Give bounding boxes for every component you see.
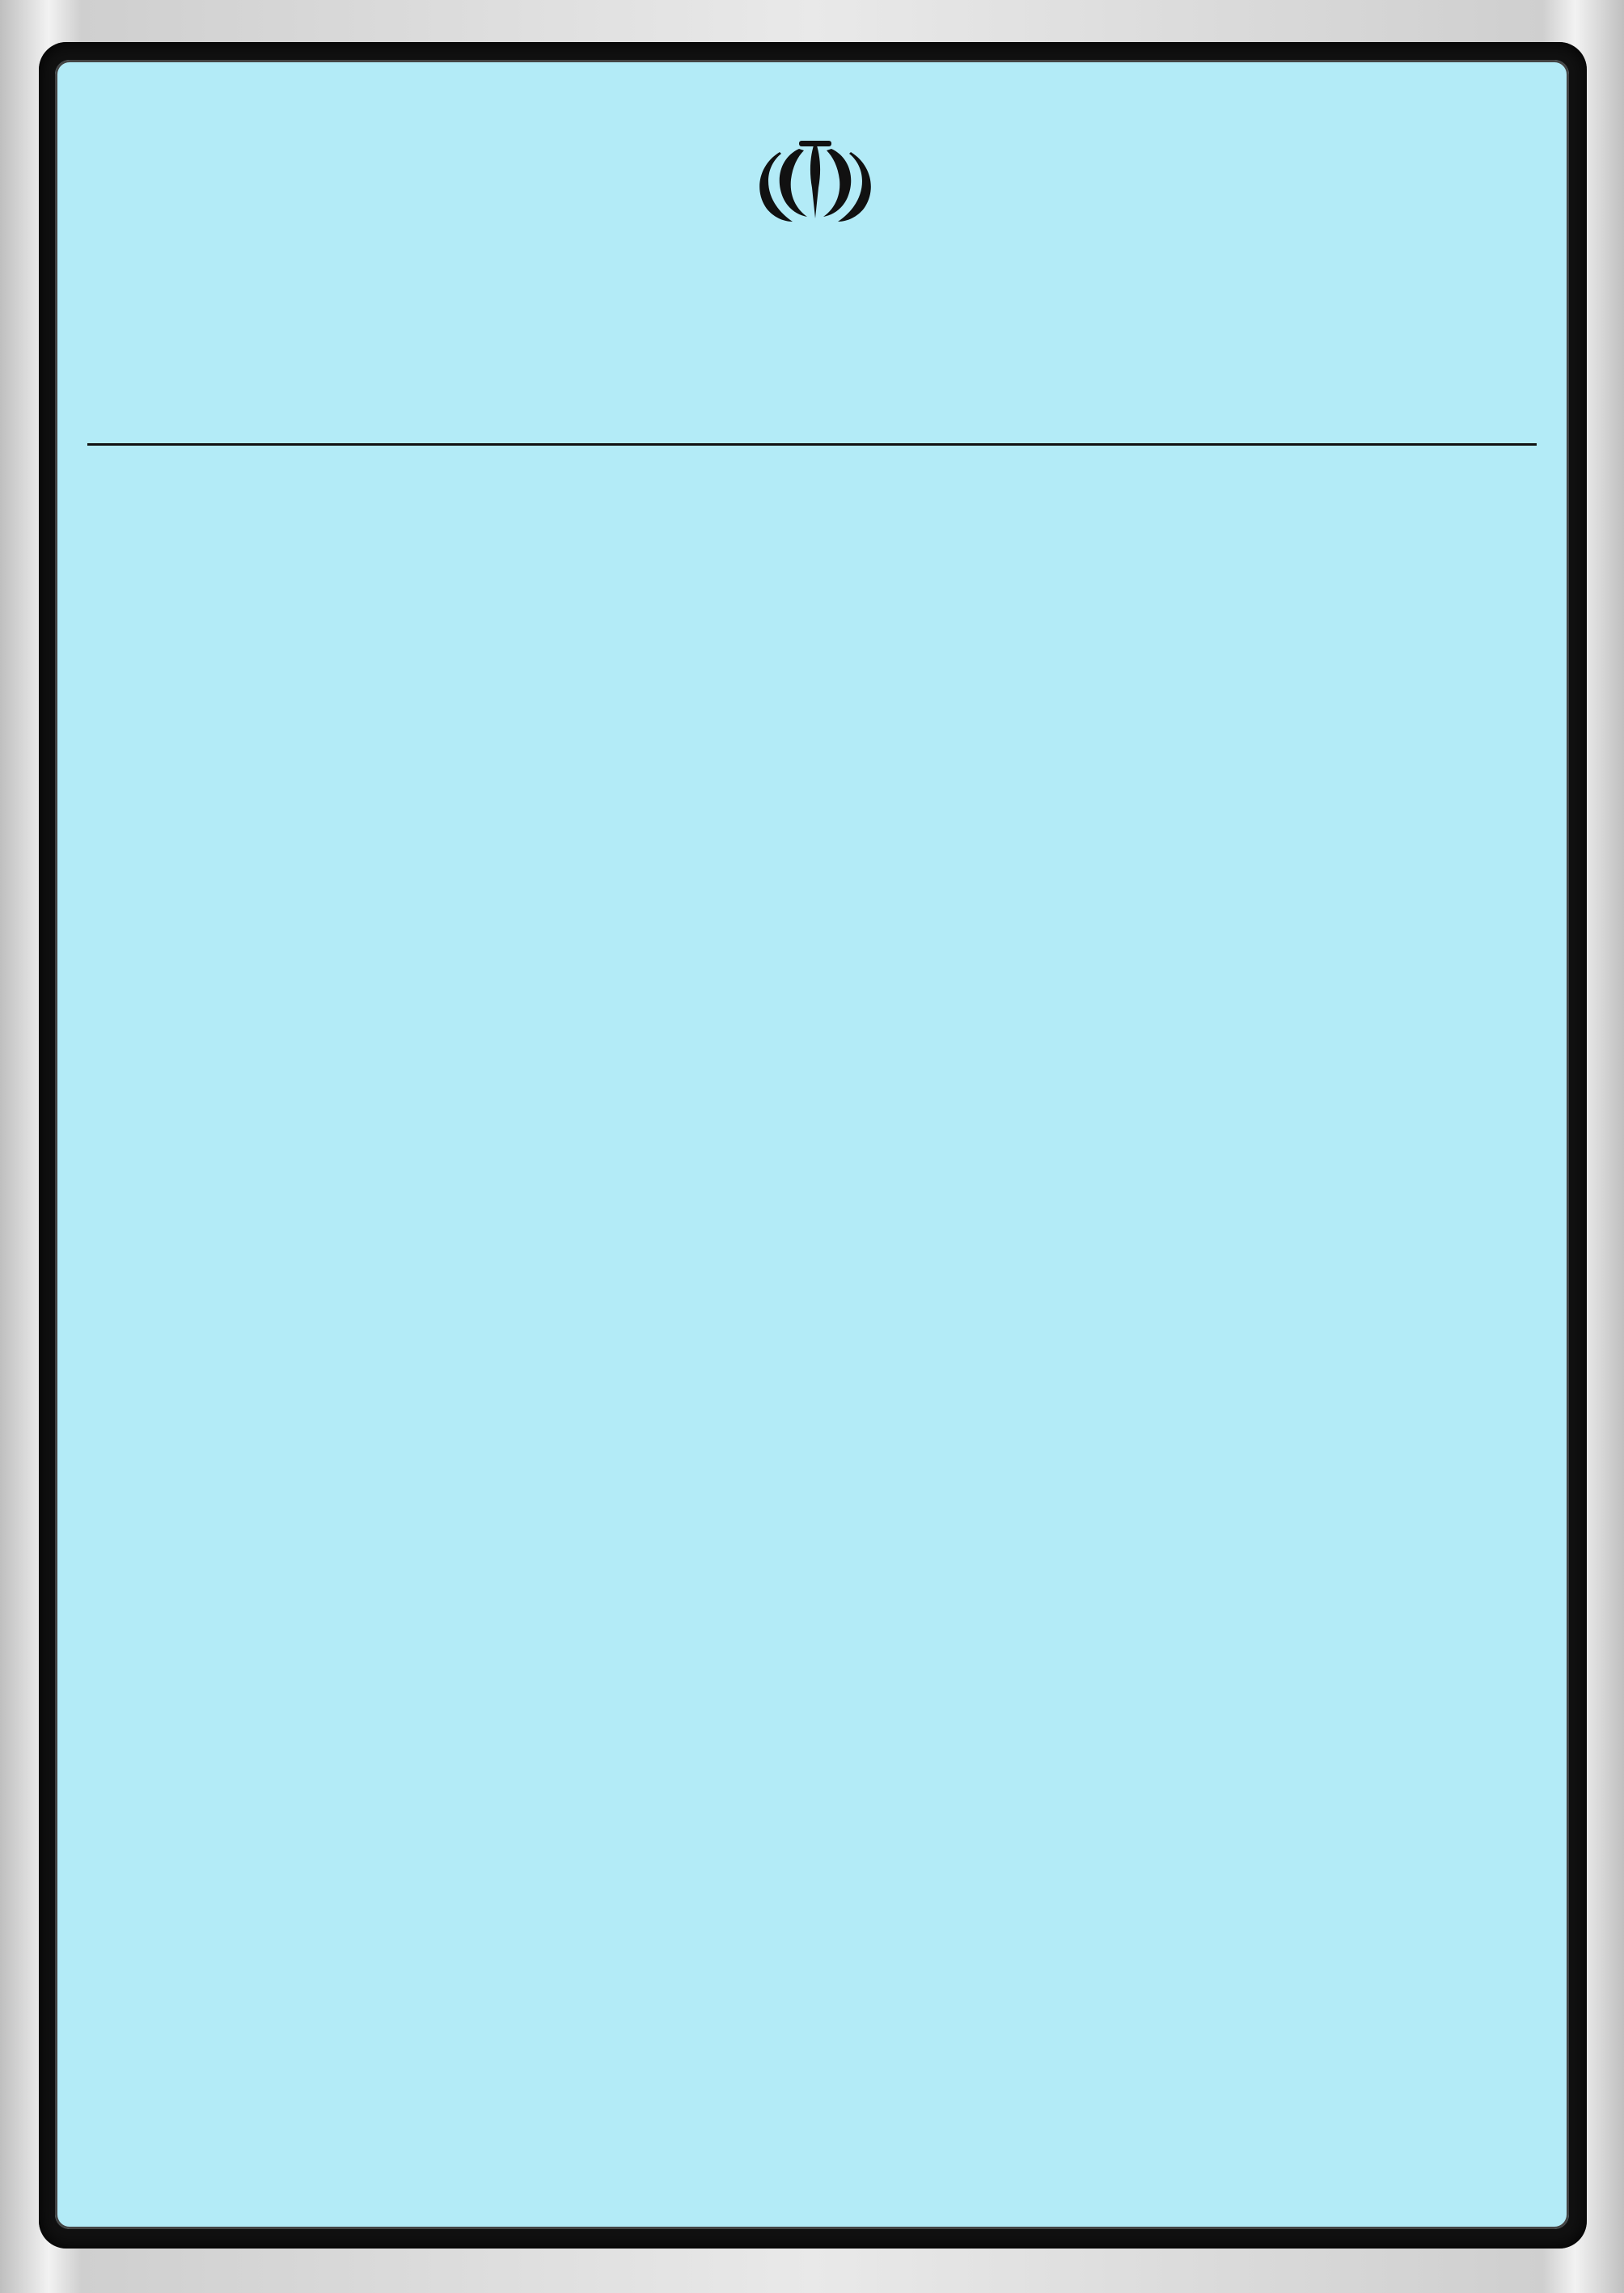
iran-emblem-icon	[751, 137, 880, 226]
header-divider	[87, 443, 1537, 446]
frame-bottom-band	[0, 2251, 1624, 2293]
certificate-panel	[55, 60, 1569, 2229]
frame-left-column	[0, 49, 39, 2249]
frame-top-band	[0, 0, 1624, 42]
frame-right-column	[1585, 49, 1624, 2249]
